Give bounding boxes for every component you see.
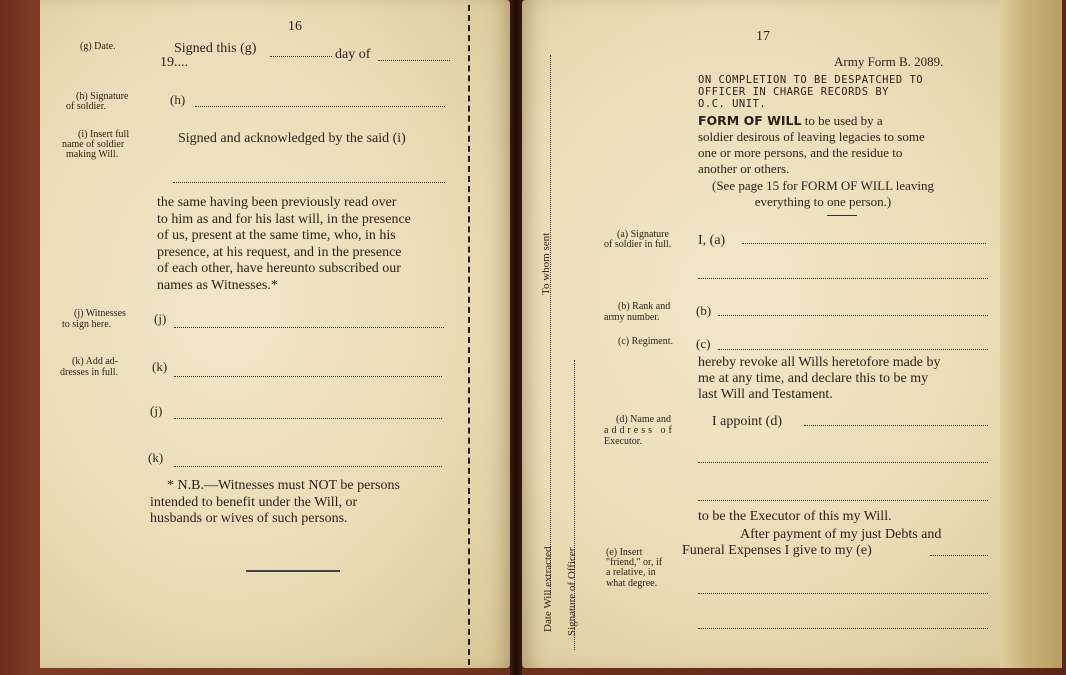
witness-field-2[interactable] xyxy=(174,418,442,419)
beneficiary-field[interactable] xyxy=(930,555,988,556)
executor-field-2[interactable] xyxy=(698,462,988,463)
nb-note: * N.B.—Witnesses must NOT be persons intended to benefit under the Will, or husbands or wives of such persons. xyxy=(150,478,400,526)
h-label-2: of soldier. xyxy=(66,101,106,112)
j-text: (j) xyxy=(154,311,167,326)
witness-paragraph: the same having been previously read over to him as and for his last will, in the presence of us, present at the same time, who, in his presence, at his request, and in the presence of each other, have hereunto subscribed our names as Witnesses.* xyxy=(157,195,411,293)
b-label-1: (b) Rank and xyxy=(618,301,671,312)
intro: FORM OF WILL to be used by a soldier desirous of leaving legacies to some one or more persons, and the residue to another or others. xyxy=(698,113,925,176)
page-number: 16 xyxy=(288,19,302,34)
k-label-1: (k) Add ad- xyxy=(72,356,119,367)
c-text: (c) xyxy=(696,336,711,351)
page-edges xyxy=(1000,0,1062,668)
day-field[interactable] xyxy=(270,56,332,57)
g-text2: day of xyxy=(335,47,371,62)
right-page xyxy=(522,0,1062,668)
i-label-2: name of soldier xyxy=(62,139,125,150)
a-label-2: of soldier in full. xyxy=(604,239,672,250)
page-number: 17 xyxy=(756,29,770,44)
g-text3: 19.... xyxy=(160,55,188,70)
soldier-full-name-field[interactable] xyxy=(742,243,986,244)
d-label-1: (d) Name and xyxy=(616,414,671,425)
h-text: (h) xyxy=(170,92,186,107)
e-label-3: a relative, in xyxy=(606,567,656,578)
witness-field-1[interactable] xyxy=(174,327,444,328)
section-rule xyxy=(827,215,857,216)
i-label-1: (i) Insert full xyxy=(78,129,130,140)
soldier-full-name-field-2[interactable] xyxy=(698,278,988,279)
k2-text: (k) xyxy=(148,450,164,465)
soldier-signature-field[interactable] xyxy=(195,106,445,107)
d-text: I appoint (d) xyxy=(712,414,782,429)
i-label-3: making Will. xyxy=(66,149,119,160)
k-label-2: dresses in full. xyxy=(60,367,119,378)
left-page xyxy=(40,0,510,668)
book-gutter xyxy=(510,0,522,675)
soldier-name-field[interactable] xyxy=(173,182,445,183)
j-label-1: (j) Witnesses xyxy=(74,308,126,319)
d-label-2: address of xyxy=(604,425,675,436)
revoke-text: hereby revoke all Wills heretofore made by me at any time, and declare this to be my last Will and Testament. xyxy=(698,355,941,402)
e-label-2: "friend," or, if xyxy=(606,557,663,568)
a-label-1: (a) Signature xyxy=(617,229,669,240)
to-whom-sent: To whom sent xyxy=(540,232,552,295)
executor-text: to be the Executor of this my Will. xyxy=(698,509,892,524)
a-text: I, (a) xyxy=(698,233,726,248)
margin-line-1 xyxy=(550,55,551,595)
beneficiary-field-2[interactable] xyxy=(698,593,988,594)
after-payment-text: After payment of my just Debts and Funeral Expenses I give to my (e) xyxy=(682,527,942,558)
dispatch-note: ON COMPLETION TO BE DESPATCHED TO OFFICER IN CHARGE RECORDS BY O.C. UNIT. xyxy=(698,74,924,110)
regiment-field[interactable] xyxy=(718,349,988,350)
date-will-extracted: Date Will extracted xyxy=(542,546,554,632)
d-label-3: Executor. xyxy=(604,436,643,447)
j-label-2: to sign here. xyxy=(62,319,112,330)
end-rule xyxy=(246,570,340,572)
month-field[interactable] xyxy=(378,60,450,61)
g-text1: Signed this (g) xyxy=(174,41,257,56)
form-id: Army Form B. 2089. xyxy=(834,54,944,69)
h-label-1: (h) Signature xyxy=(76,91,129,102)
j2-text: (j) xyxy=(150,403,163,418)
b-label-2: army number. xyxy=(604,312,660,323)
address-field-2[interactable] xyxy=(174,466,442,467)
c-label: (c) Regiment. xyxy=(618,336,673,347)
e-label-4: what degree. xyxy=(606,578,658,589)
rank-number-field[interactable] xyxy=(718,315,988,316)
executor-field-3[interactable] xyxy=(698,500,988,501)
b-text: (b) xyxy=(696,303,712,318)
k-text: (k) xyxy=(152,359,168,374)
i-text: Signed and acknowledged by the said (i) xyxy=(178,131,406,146)
tear-line xyxy=(468,5,470,665)
executor-field[interactable] xyxy=(804,425,988,426)
signature-of-officer: Signature of Officer xyxy=(566,547,578,636)
address-field-1[interactable] xyxy=(174,376,442,377)
g-label: (g) Date. xyxy=(80,41,116,52)
beneficiary-field-3[interactable] xyxy=(698,628,988,629)
e-label-1: (e) Insert xyxy=(606,547,643,558)
see-note: (See page 15 for FORM OF WILL leaving everything to one person.) xyxy=(712,178,935,209)
